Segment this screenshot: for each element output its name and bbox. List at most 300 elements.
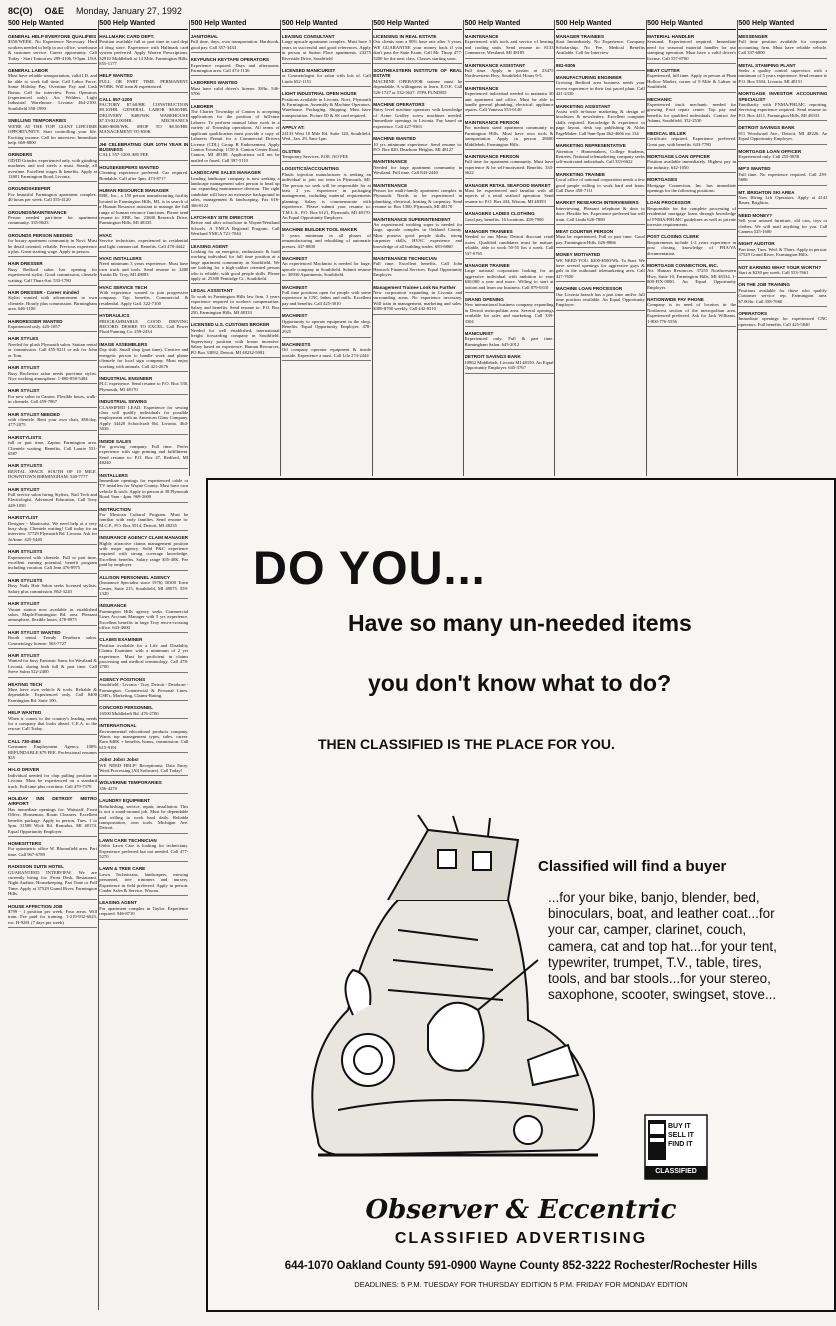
ad-body: For beautiful Farmington apartment complex. 40 hours per week. Call 355-4120 [8,191,97,203]
ad-body: For apartment complex in Taylor. Experience required. 946-8710 [99,905,189,917]
classified-ad [99,342,188,372]
ad-body: with clientele. Rent your own chair, $50/day. 477-2075 [8,416,97,428]
ad-line-1: Have so many un-needed items [348,610,692,636]
classified-ad [465,86,554,116]
classified-ad [8,767,97,792]
ad-body: Must be experienced and familiar with all aspects of a retail seafood operation. Send resume to: P.O. Box 434, Wixom, MI 48393 [464,187,554,204]
ad-body: Attention - Homemakers, College Students, Retirees. National telemarketing company seeks self-motivated individuals. Call 333-6622 [555,148,645,165]
classified-column [738,32,827,476]
classified-ad [8,261,97,286]
classified-ad [465,120,554,150]
ad-title: MORTGAGES [647,177,678,183]
classified-ad [556,172,645,197]
classified-ad [99,165,188,184]
ad-body: When it comes to the country's leading needs for a company that looks ahead. C.E.A. to the rescue. Call Today. [8,715,97,732]
ad-body: PLC experience. Send resume to P.O. Box 530, Plymouth, MI 48170 [99,381,189,392]
ad-body: Leading landscape company is now seeking a landscape management sales person to head up our expanding maintenance division. The right candidate will have an extensive background in sales, management & landscaping. Fax 616-366-0122 [190,175,280,208]
ad-title: MATERIAL HANDLER [647,34,695,39]
ad-body: Farmington Hills agency seeks Commercial Lines Account Manager with 5 yrs experience. Excellent benefits in large Troy rent-a-crossing office. 643-4600 [99,608,189,630]
ad-title: HAIRSTYLISTS [8,434,42,440]
ad-body: FULL OR PART TIME. PERMANENT WORK. Will train & experienced. [99,78,189,90]
ad-title: LANDSCAPE SALES MANAGER [190,170,261,176]
classified-ad [99,780,188,794]
ad-title: MEDICAL BILLER [647,130,686,136]
ad-title: MANAGER RETAIL SEAFOOD MARKET [464,182,551,188]
ad-title: MAINTENANCE PERSON [464,119,520,125]
ad-body: 356-4270 [99,785,117,791]
classified-ad [556,252,645,282]
classified-ad [99,603,188,633]
classified-ad [191,244,280,285]
column-heading: 500 Help Wanted [556,20,645,30]
ad-body: (Insurance Specialist since 1976) 30300 Town Center, Suite 215, Southfield, MI 48075. 559-1320 [99,580,189,596]
classified-ad [282,166,371,223]
classified-ad [99,142,188,161]
classified-ad [738,282,827,307]
ad-title: LIGHT INDUSTRIAL OPEN HOUSE [281,91,357,97]
classified-ad [8,796,97,837]
classified-ad [191,215,280,240]
ad-title: HAIR DRESSER - Career minded [8,290,79,296]
classified-ad [191,80,280,99]
ad-body: 16500 Middlebelt Rd. 476-2700 [99,710,159,716]
classified-ad [191,34,280,53]
classified-ad [99,34,188,69]
ad-title: INTERNATIONAL [99,723,137,729]
ad-title: MARKETING ASSISTANT [555,103,611,109]
classified-column [191,32,280,476]
ad-body: New international business company expanding in Detroit metropolitan area. Several openings available for sales and marketing. Call 339-3304 [464,302,554,324]
column-rule [554,20,555,476]
ad-body: WE NEED HELP! Receptionist. Data Entry. Word Processing (All Software). Call Today! [99,762,189,774]
ad-title: HAIR STYLIST [8,365,40,371]
ad-title: LEGAL ASSISTANT [190,288,233,294]
ad-body: Requirements include 1-2 years experience in post closing, knowledge of FHA/VA documentation. [647,239,737,256]
ad-title: LATCH-KEY SITE DIRECTOR [190,214,254,220]
ad-title: INSURANCE AGENCY CLAIM MANAGER [99,535,189,541]
ad-body: Busy Rochester salon needs part-time stylist. Nice working atmosphere. 1-800-858-5484 [8,370,97,381]
ad-title: LICENSED U.S. CUSTOMS BROKER [190,322,270,328]
ad-title: LABORER [190,103,214,109]
ad-title: HAIR DRESSER [8,261,43,267]
ad-body: Growing Redford area business needs your recent experience in their fast paced plant. Call 421-2330 [555,80,645,97]
ad-title: HAIR STYLIST [8,652,40,658]
ad-title: MAINTENANCE TECHNICIAN [373,256,437,261]
ad-title: JHI CELEBRATING OUR 10TH YEAR IN BUSINESS [99,141,189,152]
ad-body: 24133 West 10 Mile Rd. Suite 120, Southfield. Wed., Jan. 29, 9am-1pm [281,130,371,142]
ad-body: An experienced Machinist is needed for large, upscale company in Southfield. Submit resume to: 30930 Apartments, Southfield. [281,261,371,278]
ad-body: CALL 557-1200. $85 FEE [99,152,149,158]
ad-body: Assist with in-house marketing & design of brochures & newsletters. Excellent computer skills required. Knowledge & experience in page layout, desk top publishing & Aldus PageMaker. Call 9am-5pm 462-4666 ext 134 [555,109,645,136]
ad-body: Local office of national corporation needs a few good people willing to work hard and learn. Call Dave 458-7111 [555,177,645,193]
classified-ad [8,487,97,512]
ad-body: Entry level machine operators with knowledge of Acme Gridley screw machines needed. Immediate openings in Livonia. Pay based on experience. Call 427-9363 [373,107,463,129]
ad-body: Part time, Tues. Wed. & Thurs. Apply in person: 37529 Grand River, Farmington Hills. [738,246,828,258]
ad-body: Mortgage Connection, Inc. has immediate openings for the following positions: [647,182,737,193]
ad-body: Experienced truck mechanic needed for growing Ford repair center. Top pay and benefits for qualified individuals. Contact Joe Adams, Southfield. 352-2530 [647,102,737,124]
ad-title: MACHINIST [281,284,308,290]
ad-body: Before and after schoolcare in Wayne/Westland Schools. A YMCA Regional Program. Call Westland YMCA 721-7044 [190,220,280,237]
ad-body: Environmental educational products company. Wants top management types, sales, career. Earn $40K + benefits, bonus, commission. Call 615-9191 [99,728,189,750]
ad-title: MANAGERS LADIES CLOTHING [464,211,535,217]
ad-body: Position available full or part time in card dept of drug store. Experience with Hallmark card system preferred. Apply Warren Prescriptions, 32910 Middlebelt at 14 Mile, Farmington Hills. 855-1177 [99,39,189,67]
ad-title: OPERATORS [738,311,768,317]
classified-ad [556,34,645,59]
ad-body: Seasonal, Experienced required. Immediate need for seasonal material handler for our stamping operation. Must have a valid driver's license. Call 557-8700 [647,39,737,61]
ad-body: WE NEED YOU. $200-$500/Wk. To Start. We have several openings for aggressive guys & gals in the outbound telemarketing area. Call 427-7650 [555,257,645,279]
old-shoe-illustration [278,810,608,1180]
ad-body: Experienced only. Full & part time. Birmingham Salon. 645-2012 [464,336,554,347]
classified-ad [465,297,554,327]
ad-title: MAINTENANCE SUPERINTENDENT [373,216,451,222]
ad-body: full or part time, Zapino Farmington area. Clientele waiting. Benefits. Call Laurie 531-6587 [8,440,97,456]
ad-title: MARKETING TRAINEE [555,171,606,177]
page-header [8,4,828,18]
ad-body: Positions available for those who qualify. Customer service rep. Farmington area. $7.00/hr. Call 358-7660 [738,287,828,304]
ad-title: HVAC [99,232,112,238]
ad-body: Must have own vehicle & tools. Reliable & dependable. Experienced only. Call 8400 Farmington Rd. Suite 100. [8,686,97,703]
classified-ad [8,68,97,114]
classified-ad [8,601,97,626]
classified-ad [556,143,645,168]
ad-body: Full service salon hiring Stylists, Nail Tech and Electrologist. Advanced Education. Call Tony 449-1050 [8,492,97,508]
ad-title: NOT EARNING WHAT YOUR WORTH? [738,264,822,270]
ad-title: MEAT CUTTER [647,68,680,74]
ad-body: For new salon in Canton. Flexible hours, walk-in clientele. Call 459-7867 [8,393,97,405]
ad-title: LOAN PROCESSOR [647,200,691,206]
ad-title: GENERAL LABOR [8,68,48,74]
ad-title: MARKET RESEARCH INTERVIEWERS [555,200,639,206]
ad-body: OD/ID Grinder, experienced only, with grinding machines and tool steels a must. Steady, all overtime. Excellent wages & benefits. Apply at 12601 Farmington Road, Livonia. [8,157,97,179]
ad-body: Responsible for the complete processing of residential mortgage loans through knowledge of FNMA/FHLMC guidelines as well as private investor requirements. [647,205,737,227]
ad-title: JANITORIAL [190,34,219,39]
ad-body: 5 years minimum in all phases of remanufacturing and rebuilding of automatic presses. 437-8800 [281,232,371,249]
classified-ad [99,723,188,753]
issue-date: Monday, January 27, 1992 [76,6,182,16]
ad-title: GROUNDSKEEPER [8,186,51,192]
ad-body: The Charter Township of Canton is accepting applications for the position of full-time Laborer. To perform manual labor work in a variety of Township operations. All terms of applicant qualification must provide a copy of Laborers Permit for a Commercial Drivers License (CDL) Group B Endorsement. Apply Canton Township, 1150 S. Canton Center Road, Canton, MI 48188. Applications will not be mailed or faxed. Call 397-5110 [190,109,280,163]
classified-ad [99,900,188,919]
ad-body: Consumer Employment Agency. 100% REFUNDABLE $79 FEE. Professional resumes $35 [8,744,97,761]
classified-ad [191,288,280,318]
ad-title: MACHINIST [281,313,308,319]
ad-title: MT. BRIGHTON SKI AREA [738,189,795,195]
ad-title: HAIR STYLES [8,336,39,342]
column-heading: 500 Help Wanted [99,20,188,30]
classified-ad [556,229,645,248]
classified-ad [8,210,97,229]
classified-ad [191,104,280,166]
classified-ad [8,515,97,545]
badge-text: BUY IT SELL IT FIND IT [668,1123,694,1148]
ad-body: Stylist wanted with advancement to own clientele. Hourly plus commission. Birmingham area. 646-1100 [8,295,97,312]
ad-body: Position available immediately. Highest pay in the industry. 642-1050 [647,159,737,170]
classified-ad [373,102,462,132]
classified-ad [8,739,97,764]
classified-ad [282,34,371,64]
ad-body: Vacant station now available in established salon. Maple/Farmington Rd. area. Pleasant atmosphere, flexible hours. 478-8975 [8,606,97,623]
ad-body: Start at $230 per week. Call 553-7661 [738,270,809,275]
ad-body: Start Immediately. No Experience. Company Scholarship. No Fee. Medical Benefits Available. Call for Interview [555,39,645,56]
ad-title: MACHINE BUILDER TOOL MAKER [281,227,358,233]
classified-ad [373,183,462,213]
ad-title: MANICURIST [464,331,494,337]
classified-ad [99,313,188,338]
classified-column [373,32,462,476]
ad-body: Full time. Apply in person at 23475 Northwestern Hwy, Southfield. Hours 9-5. [464,68,554,79]
ad-body: Immediate openings for experienced cable or TV installers for Wayne County. Must have own vehicle & tools. Apply in person at 38 Plymouth Road. 9am - 4pm. 968-2600 [99,478,189,500]
ad-title: MONEY MOTIVATED [555,252,601,258]
publisher-logo: Observer & Eccentric [365,1195,677,1225]
column-heading: 500 Help Wanted [282,20,371,30]
ad-title: KEYPUNCH KEYTAPE OPERATORS [190,57,269,63]
ad-body: Must be experienced. Full or part time. Good pay. Farmington Hills. 626-8866 [555,234,645,245]
ad-title: MEAT COUNTER PERSON [555,228,614,234]
ad-title: Jobs! Jobs! Jobs! [99,757,139,763]
ad-title: HOUSE AFFECTION JOB [8,903,63,909]
ad-title: MECHANIC [647,96,672,102]
ad-body: Positions available in Livonia, Novi, Plymouth & Farmington. Assembly & Machine Operators. Warehouse. Packaging. Shipping. Must have transportation. Picture ID & SS card required. [281,96,371,118]
ad-title: HOLIDAY INN DETROIT METRO AIRPORT [8,796,97,807]
classified-ad [99,97,188,138]
classified-ad [99,473,188,503]
ad-body: Busy Nails Hair Salon seeks licensed stylists. Salary plus commission. 862-3220 [8,583,97,594]
ad-title: HI-LO DRIVER [8,767,40,773]
ad-headline: DO YOU... [253,541,486,594]
ad-title: CONCORD PERSONNEL [99,705,153,711]
ad-title: HELP WANTED [99,73,133,79]
classified-ad [647,297,736,327]
ad-body: Full time, days, own transportation. Hardwork, good pay. Call 357-3434 [190,39,280,50]
classified-ad [282,256,371,281]
ad-body: Wanted for busy Fantastic Sams for Westland & Livonia, during both full & part time. Call Steve Salon 522-2400 [8,658,97,675]
ad-body: Full time. Excellent benefits. Call John Hancock Financial Services. Equal Opportunity Employer. [373,261,463,278]
classified-ad [8,388,97,407]
ad-body: 811 Woodward Ave., Detroit, MI 48226. An Equal Opportunity Employer. [738,130,828,142]
classified-ad [738,166,827,185]
column-rule [646,20,647,476]
ad-title: HVAC INSTALLERS [99,256,142,261]
classified-ad [282,313,371,338]
ad-title: HAIR STYLISTS [8,549,43,555]
ad-title: MACHINIST [281,256,308,261]
ad-title: APPLY AT: [281,125,305,131]
ad-body: Good pay, benefits. 16 locations. 458-7900 [464,216,544,222]
ad-body: Refurbishing, service, repair, installation. This is not a stand-around job. Must be dependable and willing to work hard daily. Reliable transportation, own tools. Michigan Ave. Detroit. [99,803,189,831]
classified-ad [738,149,827,163]
ad-title: MACHINE LOAN PROCESSOR [555,286,623,292]
ad-title: DETROIT SAVINGS BANK [738,125,795,131]
ad-body: For optometric office W. Bloomfield area. Part time. Call 967-6789 [8,846,97,857]
ad-title: HAIRSTYLIST [8,515,39,521]
ad-title: RADISSON SUITE HOTEL [8,864,64,870]
ad-title: MANAGER TRAINEES [464,228,513,234]
classified-ad [373,217,462,252]
classified-ad [556,104,645,139]
ad-title: GENERAL HELP EVERYONE QUALIFIES [8,34,97,39]
ad-title: HAIR STYLIST NEEDED [8,411,60,417]
ad-title: MACHINE OPERATORS [373,102,425,108]
ad-body: Needed for plush Plymouth salon. Station rental or commission. Call 455-9211 or ask for John or Tom. [8,341,97,358]
classified-ad [99,399,188,434]
classified-ad [465,34,554,59]
ad-body: EBE, Inc., a 150 person manufacturing facility located in Farmington Hills, MI, is in search of a Human Resource assistant to manage the full range of human resource functions. Please send resume to: EBE, Inc. 23840 Research Drive, Farmington Hills, MI 48335 [99,193,189,226]
classified-ad [647,200,736,230]
classified-ad [99,637,188,672]
classified-ad [8,864,97,899]
classified-ad [465,354,554,373]
ad-title: NATIONWIDE PAY PHONE [647,297,704,303]
ad-title: HVAC SERVICE TECH [99,284,148,290]
ad-body: Experienced, full time. Apply in person at Plum Hollow Market, corner of 9 Mile & Lahser in Southfield. [647,73,737,90]
ad-body: Booth rental. Trendy Dearborn salon. Cosmetology license. 563-7727 [8,635,97,646]
ad-title: HYDRAULICS [99,313,130,319]
ad-title: HELP WANTED [8,710,42,716]
ad-body: Plastic injection manufacturer is seeking an individual to join our team in Plymouth, MI. The person we seek will be responsible for at least 2 yrs. experience in packaging management, including material requirements planning. Salary is commensurate with experience. Please submit your resume to: T.M.L.S., P.O. Box 6121, Plymouth, MI 48170. An Equal Opportunity Employer. [281,171,371,220]
ad-body: Looking for an energetic, enthusiastic & hard working individual for full time position at a large apartment community in Southfield. We are looking for a high-caliber oriented person who is reliable, with good people skills. Please apply at: 25300 Pentridge Ct., Southfield. [190,249,280,282]
ad-title: MAINTENANCE PERSON [464,153,520,159]
classified-ad [556,63,645,71]
ad-title: MORTGAGE LOAN OFFICER [738,148,802,154]
classified-ad [465,331,554,350]
classified-ad [8,682,97,707]
classified-column [282,32,371,476]
ad-title: IMAGE ASSEMBLERS [99,341,148,347]
classified-ad [647,131,736,150]
column-rule [463,20,464,476]
ad-body: Full time for apartment community. Must have experience & be self-motivated. Benefits. 333-6622 [464,159,554,176]
ad-body: Company is in need of locators in the Northwest section of the metropolitan area. Experienced preferred. Ask for Jack Williams. 1-800-776-5556 [647,302,737,324]
ad-title: INSURANCE [99,603,127,609]
classified-ad [282,342,371,361]
classified-ad [282,125,371,144]
ad-body: Immediate openings for experienced CNC operators. Full benefits. Call 425-5840 [738,316,828,327]
ad-body: Individual needed for chip pulling position in Livonia. Must be experienced on a standard truck. Full time plus overtime. Call 479-7379 [8,772,97,789]
ad-title: CLAIMS EXAMINER [99,637,143,643]
classified-ad [738,63,827,88]
classified-ad [738,190,827,209]
classified-ad [99,233,188,252]
classified-ad [373,136,462,155]
ad-title: LEASING AGENT [190,243,229,249]
ad-title: GRINDERS [8,152,33,158]
ad-body: Needed for well established, international freight forwarding company in Southfield. Supervisory position with bonus incentive. Salary based on experience. Human Resources, PO Box 33092, Detroit, MI 48232-5092 [190,327,280,355]
ad-title: HAIR STYLISTS [8,577,43,583]
publisher-subtitle: CLASSIFIED ADVERTISING [394,1230,648,1247]
classified-ad [8,186,97,205]
ad-title: CALL 730-4562 [8,738,41,744]
classified-column [556,32,645,476]
ad-body: Needed to run Metro Detroit discount retail stores. Qualified candidates must be mature, reliable, able to work 50-55 hrs a week. Call 537-0765 [464,234,554,256]
classified-column [99,32,188,1312]
classified-ad [191,170,280,211]
ad-title: HAIR STYLIST WANTED [8,629,61,635]
ad-title: MACHINISTS [281,341,311,347]
ad-title: LOGISTICS/ACCOUNTING [281,166,340,172]
classified-column [465,32,554,476]
classified-ad [556,75,645,100]
ad-body: PROGRAMMABLE. GOOD DRIVING RECORD. DESIRE TO EXCEL. Call Power Fluid Painting Co. 259-2434 [99,318,189,335]
ad-title: MAINTENANCE ASSISTANT [464,62,526,68]
ad-title: OLSTEN [281,148,301,154]
classified-ad [738,213,827,238]
ad-body: Designer - Manicurist. We need help at a very busy shop. Clientele waiting! Call today for an interview. 37729 Plymouth Rd. Livonia. Ask for JoAnne. 425-5440 [8,520,97,542]
ad-title: GROUNDS/MAINTENANCE [8,209,67,215]
classified-ad [99,798,188,833]
classified-ad [8,319,97,333]
ad-body: Full time. No experience required. Call 259-5606 [738,171,828,183]
ad-title: INSTALLERS [99,472,128,478]
ad-body: Position available for a Life and Disability Claims Examiner with a minimum of 2 yrs experience. Must be proficient in claims processing and medical terminology. Call 478-2700 [99,642,189,670]
ad-body: Our Livonia branch has a part time and/or full time position available. An Equal Opportunity Employer. [555,291,645,308]
classified-ad [373,256,462,281]
ad-body: Opportunity to operate equipment in the shop. Benefits. Equal Opportunity Employer. 478-2925 [281,318,371,335]
ad-title: NEED MONEY? [738,212,773,218]
ad-title: HOMESITTERS [8,840,42,846]
ad-body: To work in Farmington Hills law firm. 3 years experience required in workers compensation. Salary and benefits. Send resume to: P.O. Box 250, Farmington Hills, MI 48333 [190,293,280,316]
ad-body: Person needed part-time for apartment community. 335-8623 [8,214,97,226]
column-rule [189,20,190,476]
column-heading: 500 Help Wanted [8,20,97,30]
classified-ad [8,549,97,574]
ad-body: FACTORY $7.60/HR. CONSTRUCTION $9.10/HR. GENERAL LABOR $8.00/HR. DELIVERY $400/WK. WAREHOUSE $7.33-$12.00/HR. MECHANICS $400-$800/WK. SHOP TO $8.50/HR. MANAGEMENT TO $50K [99,102,189,135]
ad-body: Experience required. Days and afternoons. Farmington area. Call 474-1136 [190,62,280,74]
ad-body: Large upscale apartment complex. Must have 3 years in successful and good references. Apply in person at Sutton Place apartments. 23275 Riverside Drive, Southfield [281,39,371,61]
classified-ad [99,439,188,469]
classified-ad [8,118,97,148]
ad-title: LICENSED MANICURIST [281,68,336,74]
ad-title: ALLISON PERSONNEL AGENCY [99,574,170,580]
classified-ad [8,630,97,649]
ad-body: $350/WEEK. No Experience Necessary. Hard workers needed to help in our office, warehouse & customer service. Career opportunity. Call Today - Start Tomorrow 299-4106, 9-5pm. USA [8,39,97,61]
classified-ad [8,435,97,460]
ad-body: Oil company operator equipment & inside outside. Experience a must. Call Lila 274-2444 [281,347,371,358]
ad-title: MARKETING REPRESENTATIVE [555,143,626,149]
ad-title: HOUSEKEEPERS WANTED [99,164,159,170]
classified-ad [191,57,280,76]
ad-title: INDUSTRIAL SEWING [99,399,147,405]
column-rule [372,20,373,476]
ad-body: WE'RE AT THE TOP! GIANT LIFETIME OPPORTUNITY. Start controlling your life. Exciting income. Call for interview. Immediate help. 669-8800 [8,123,97,145]
ad-body: Busy Redford salon has opening for experienced stylist. Good commission, clientele waiting. Call Thurs-Sat. 533-1780 [8,266,97,283]
classified-ad [8,34,97,64]
ad-line-3: THEN CLASSIFIED IS THE PLACE FOR YOU. [318,736,615,752]
ad-title: MAINTENANCE [373,182,408,188]
ad-title: SOUTHEASTERN INSTITUTE OF REAL ESTATE [373,68,463,79]
classified-ad [191,322,280,357]
classified-ad [99,677,188,702]
ad-line-2: you don't know what to do? [368,670,672,696]
ad-body: CLASSIFIED LEAD. Experience for sewing class will qualify individuals for possible employment with an American Glass Company. Apply 34420 Schoolcraft Rd, Livonia. 464-3636 [99,404,189,432]
ad-body: Our clients earn a 90% base rate after 3 years. WE GUARANTEE your money back if you don't pass the State Exam. Call Mr. Thorp 477-5200 for the next class. Classes starting soon. [373,39,463,61]
ad-title: LAWN CARE TECHNICIAN [99,837,157,843]
ad-body: Temporary Services. EOE. NO FEE [281,153,349,159]
classified-ad [8,336,97,361]
ad-body: Seeks a quality control supervisor with a minimum of 5 years experience. Send resume to P.O. Box 5304, Livonia, MI 48151 [738,68,828,84]
classified-ad [556,286,645,311]
classified-ad [647,154,736,173]
classified-ad [8,365,97,384]
ad-title: MAINTENANCE [373,159,408,165]
classified-ad [99,507,188,532]
classified-ad [99,256,188,281]
ad-body: Interviewing. Pleasant telephone & door to door. Flexible hrs. Experience preferred but will train. Call Linda 626-7880 [555,205,645,222]
ad-title: HALLMARK CARD DEPT. [99,34,155,39]
ad-body: 10 yrs minimum experience. Send resume to: P.O. Box 820, Dearborn Heights, MI 48127 [373,141,463,152]
ad-title: MAINTENANCE [464,34,499,39]
ad-body: An experienced working super is needed for large, upscale complex in Oakland County. Must possess good people skills, strong carpenter skills, HVAC experience and knowledge of all building trades. 683-6860 [373,221,463,249]
ad-body: For Mexican Cultural Program. Must be familiar with early families. Send resume to: M.C.P., P.O. Box 5914, Detroit, MI 48235 [99,512,189,528]
